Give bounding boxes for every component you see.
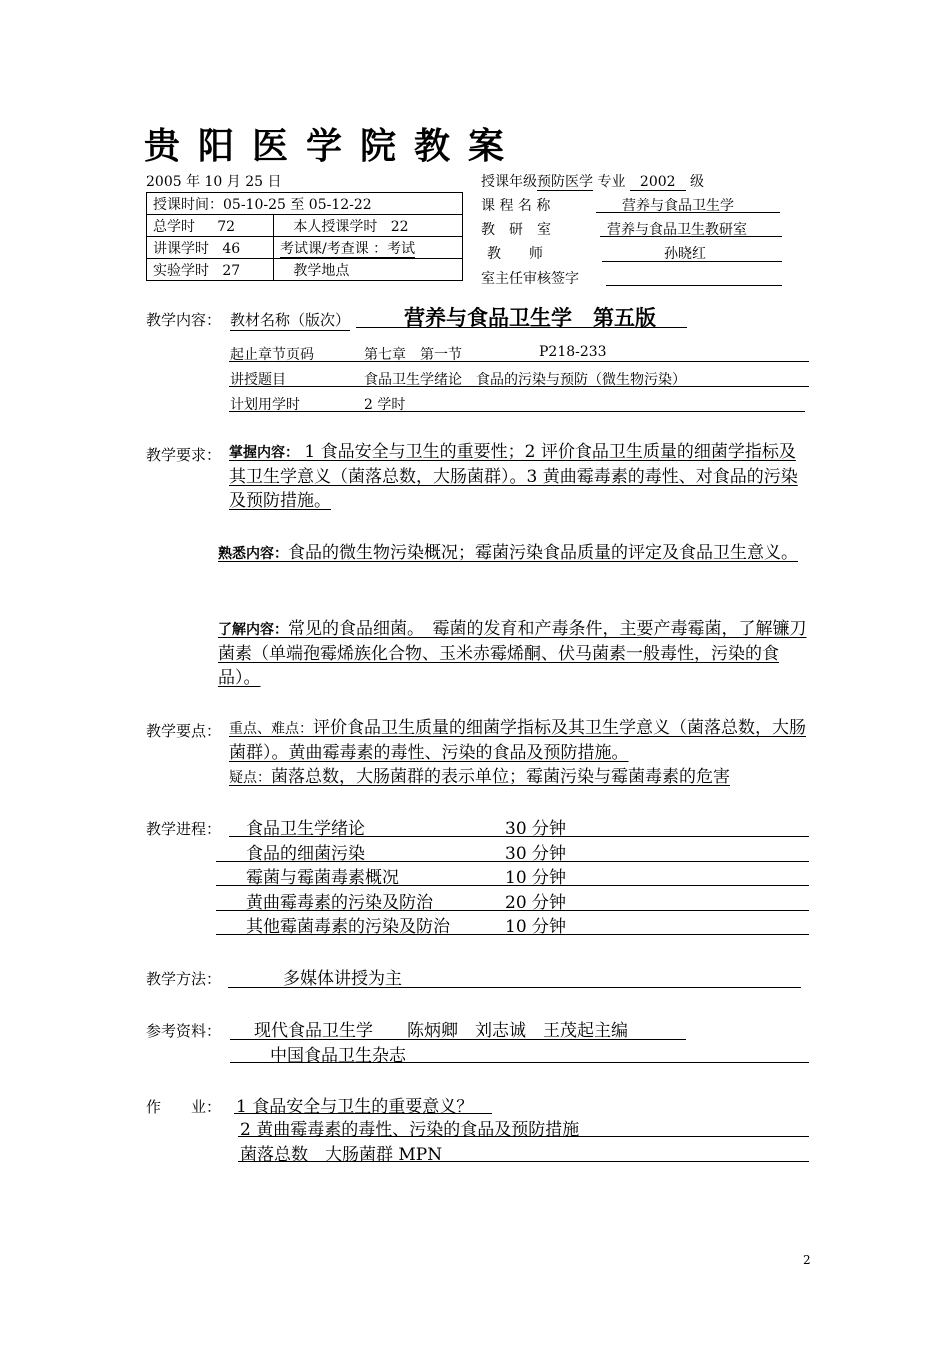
familiar-paragraph: [218, 541, 812, 566]
progress-time: 30 分钟: [505, 819, 567, 839]
reference-item-2: 中国食品卫生杂志: [270, 1046, 406, 1066]
reference-underline-2: [230, 1062, 809, 1063]
major-label: 专业: [597, 174, 626, 190]
pages-value: P218-233: [539, 344, 607, 360]
homework-label: 作 业：: [146, 1098, 222, 1116]
know-text: 常见的食品细菌。 霉菌的发育和产毒条件，主要产毒霉菌，了解镰刀菌素（单端孢霉烯族化合物、玉米赤霉烯酮、伏马菌素一般毒性，污染的食品）。: [218, 619, 807, 688]
homework-item-1: 1 食品安全与卫生的重要意义？: [236, 1097, 474, 1117]
progress-topic: 黄曲霉毒素的污染及防治: [246, 892, 433, 913]
progress-topic: 其他霉菌毒素的污染及防治: [246, 917, 450, 937]
own-hours-cell: 本人授课学时 22: [274, 215, 463, 237]
teacher-underline: [602, 261, 782, 262]
progress-label: 教学进程：: [146, 820, 222, 838]
pages-underline: [229, 361, 809, 362]
table-row: [147, 193, 463, 215]
book-label: 教材名称（版次）: [230, 311, 351, 329]
plan-value: 2 学时: [364, 397, 406, 413]
page-number: 2: [803, 1253, 811, 1267]
master-text: 1 食品安全与卫生的重要性；2 评价食品卫生质量的细菌学指标及其卫生学意义（菌落总数，大肠菌群）。3 黄曲霉毒素的毒性、对食品的污染及预防措施。: [229, 442, 798, 511]
doubt-label: 疑点：: [229, 770, 271, 786]
doubt-text: 菌落总数，大肠菌群的表示单位；霉菌污染与霉菌毒素的危害: [271, 767, 730, 787]
reference-item-1: 现代食品卫生学 陈炳卿 刘志诚 王茂起主编: [254, 1021, 628, 1041]
info-table: [146, 192, 463, 281]
master-label: 掌握内容：: [229, 445, 299, 461]
table-row: [147, 259, 463, 281]
key-paragraph: [229, 716, 811, 765]
progress-time: 20 分钟: [505, 892, 567, 913]
course-underline: [596, 212, 780, 213]
homework-item-3: 菌落总数 大肠菌群 MPN: [240, 1145, 443, 1165]
progress-topic: 食品的细菌污染: [246, 843, 365, 864]
dept-value: 营养与食品卫生教研室: [607, 222, 747, 238]
lab-hours-cell: 实验学时 27: [147, 259, 274, 281]
references-label: 参考资料：: [146, 1022, 222, 1040]
grade-line: [481, 171, 704, 191]
dept-label: 教 研 室: [481, 222, 551, 238]
dept-underline: [600, 236, 782, 237]
plan-label: 计划用学时: [230, 397, 300, 413]
year-value: 2002: [630, 174, 686, 191]
keypoints-label: 教学要点：: [146, 722, 222, 740]
progress-time: 30 分钟: [505, 843, 567, 864]
course-value: 营养与食品卫生学: [622, 198, 734, 214]
familiar-text: 食品的微生物污染概况；霉菌污染食品质量的评定及食品卫生意义。: [288, 543, 798, 563]
progress-underline: [216, 910, 809, 911]
level-label: 级: [690, 174, 704, 190]
topic-label: 讲授题目: [230, 372, 286, 388]
key-text: 评价食品卫生质量的细菌学指标及其卫生学意义（菌落总数，大肠菌群）。黄曲霉毒素的毒性、污染的食品及预防措施。: [229, 718, 806, 763]
teacher-label: 教 师: [487, 246, 543, 262]
progress-underline: [216, 861, 809, 862]
progress-time: 10 分钟: [505, 917, 567, 937]
sign-underline: [606, 285, 782, 286]
homework-underline-2: [238, 1136, 809, 1137]
progress-topic: 食品卫生学绪论: [246, 819, 365, 839]
method-label: 教学方法：: [146, 970, 222, 988]
teacher-value: 孙晓红: [664, 246, 706, 262]
know-label: 了解内容：: [218, 622, 288, 638]
location-cell: 教学地点: [274, 259, 463, 281]
progress-underline: [216, 885, 809, 886]
requirements-label: 教学要求：: [146, 446, 222, 464]
exam-cell: 考试课/考查课 ：考试: [274, 237, 463, 259]
content-label: 教学内容：: [146, 311, 222, 329]
topic-underline: [229, 386, 809, 387]
progress-underline: [229, 836, 809, 837]
topic-value: 食品卫生学绪论 食品的污染与预防（微生物污染）: [364, 372, 686, 388]
progress-topic: 霉菌与霉菌毒素概况: [246, 868, 399, 888]
date: 2005 年 10 月 25 日: [146, 174, 282, 190]
doubt-paragraph: [229, 765, 811, 790]
homework-item-2: 2 黄曲霉毒素的毒性、污染的食品及预防措施: [240, 1120, 580, 1140]
familiar-label: 熟悉内容：: [218, 546, 288, 562]
total-hours-cell: 总学时 72: [147, 215, 274, 237]
method-value: 多媒体讲授为主: [283, 969, 402, 989]
table-row: [147, 215, 463, 237]
course-label: 课 程 名 称: [481, 198, 551, 214]
book-underline: [356, 327, 687, 328]
table-row: [147, 237, 463, 259]
time-cell: 授课时间：05-10-25 至 05-12-22: [147, 193, 463, 215]
master-paragraph: [229, 440, 811, 513]
homework-underline-3: [238, 1161, 809, 1162]
method-underline: [228, 987, 801, 988]
key-label: 重点、难点：: [229, 721, 313, 737]
grade-label: 授课年级: [481, 174, 537, 190]
pages-chapter: 第七章 第一节: [364, 347, 462, 363]
progress-underline: [216, 934, 809, 935]
book-name: 营养与食品卫生学 第五版: [404, 306, 656, 330]
grade-value: 预防医学: [537, 174, 593, 190]
homework-underline-1: [234, 1113, 492, 1114]
lecture-hours-cell: 讲课学时 46: [147, 237, 274, 259]
know-paragraph: [218, 617, 812, 690]
progress-time: 10 分钟: [505, 868, 567, 888]
page-title: 贵阳医学院教案: [144, 125, 523, 167]
pages-label: 起止章节页码: [230, 347, 314, 363]
sign-label: 室主任审核签字: [481, 271, 579, 287]
reference-underline-1: [230, 1039, 686, 1040]
plan-underline: [229, 411, 805, 412]
